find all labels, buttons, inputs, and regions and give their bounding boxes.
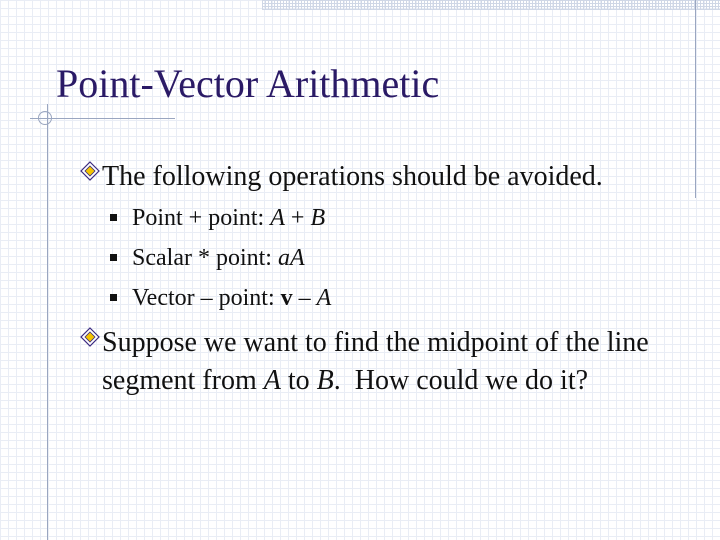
square-bullet-icon (110, 294, 117, 301)
math-var-a: a (277, 245, 290, 271)
math-var-B: B (310, 205, 326, 231)
sub-item-label: Point + point: (132, 205, 271, 231)
left-vertical-rule (47, 104, 48, 540)
square-bullet-icon (110, 214, 117, 221)
text-segment: . How could we do it? (333, 365, 589, 396)
text-segment: to (280, 365, 317, 396)
diamond-bullet-icon (80, 327, 100, 347)
sub-item-scalar-times-point (110, 243, 305, 273)
diamond-bullet-icon (80, 161, 100, 181)
bullet-midpoint-question (80, 324, 660, 400)
math-var-B: B (316, 365, 334, 396)
bullet-text: The following operations should be avoided. (102, 161, 603, 192)
text-segment: Suppose we want to find the midpoint of the line segment from (102, 327, 649, 396)
sub-item-point-plus-point (110, 203, 325, 233)
square-bullet-icon (110, 254, 117, 261)
math-op-minus: – (292, 285, 317, 311)
math-var-v: v (280, 285, 293, 311)
math-var-A: A (289, 245, 305, 271)
math-var-A: A (270, 205, 285, 231)
sub-item-label: Vector – point: (132, 285, 281, 311)
math-op-plus: + (284, 205, 311, 231)
right-decorative-rule (695, 0, 696, 198)
top-decorative-band (262, 0, 720, 10)
sub-item-label: Scalar * point: (132, 245, 278, 271)
rule-junction-circle (38, 111, 52, 125)
sub-item-vector-minus-point (110, 283, 331, 313)
math-var-A: A (263, 365, 281, 396)
bullet-avoided-operations (80, 158, 680, 196)
math-var-A: A (316, 285, 332, 311)
slide-title: Point-Vector Arithmetic (56, 61, 440, 106)
bullet-text (80, 324, 660, 400)
